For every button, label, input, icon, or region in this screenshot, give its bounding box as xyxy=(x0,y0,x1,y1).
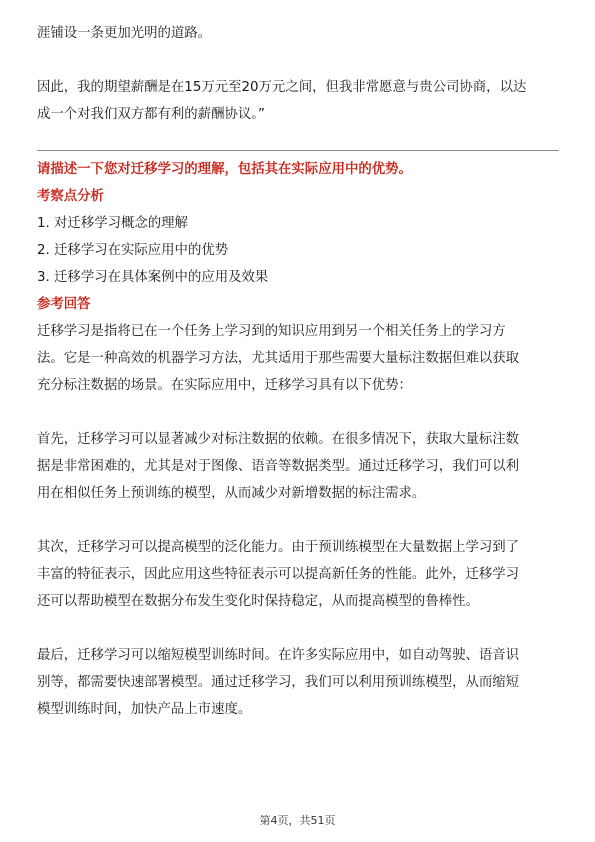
question-title: 请描述一下您对迁移学习的理解，包括其在实际应用中的优势。 xyxy=(37,162,412,177)
salary-line-2: 成一个对我们双方都有利的薪酬协议。” xyxy=(37,107,265,122)
analysis-heading: 考察点分析 xyxy=(37,189,104,204)
answer-line: 模型训练时间，加快产品上市速度。 xyxy=(37,702,252,717)
answer-line: 用在相似任务上预训练的模型，从而减少对新增数据的标注需求。 xyxy=(37,486,426,501)
answer-line: 法。它是一种高效的机器学习方法，尤其适用于那些需要大量标注数据但难以获取 xyxy=(37,351,520,366)
analysis-point: 2. 迁移学习在实际应用中的优势 xyxy=(37,243,229,258)
page-number: 第4页，共51页 xyxy=(259,814,336,827)
answer-line: 迁移学习是指将已在一个任务上学习到的知识应用到另一个相关任务上的学习方 xyxy=(37,324,506,339)
salary-line-1: 因此，我的期望薪酬是在15万元至20万元之间，但我非常愿意与贵公司协商，以达 xyxy=(37,80,527,95)
answer-line: 还可以帮助模型在数据分布发生变化时保持稳定，从而提高模型的鲁棒性。 xyxy=(37,594,479,609)
intro-block xyxy=(37,20,562,128)
answer-line: 其次，迁移学习可以提高模型的泛化能力。由于预训练模型在大量数据上学习到了 xyxy=(37,540,520,555)
answer-line: 丰富的特征表示，因此应用这些特征表示可以提高新任务的性能。此外，迁移学习 xyxy=(37,567,520,582)
answer-heading: 参考回答 xyxy=(37,297,91,312)
answer-line: 最后，迁移学习可以缩短模型训练时间。在许多实际应用中，如自动驾驶、语音识 xyxy=(37,648,520,663)
answer-line: 别等，都需要快速部署模型。通过迁移学习，我们可以利用预训练模型，从而缩短 xyxy=(37,675,520,690)
answer-line: 据是非常困难的，尤其是对于图像、语音等数据类型。通过迁移学习，我们可以利 xyxy=(37,459,520,474)
question-block xyxy=(37,156,562,723)
analysis-point: 1. 对迁移学习概念的理解 xyxy=(37,216,188,231)
section-divider xyxy=(37,150,559,151)
answer-line: 充分标注数据的场景。在实际应用中，迁移学习具有以下优势： xyxy=(37,378,412,393)
answer-line: 首先，迁移学习可以显著减少对标注数据的依赖。在很多情况下，获取大量标注数 xyxy=(37,432,520,447)
analysis-point: 3. 迁移学习在具体案例中的应用及效果 xyxy=(37,270,269,285)
intro-line: 涯铺设一条更加光明的道路。 xyxy=(37,26,212,41)
